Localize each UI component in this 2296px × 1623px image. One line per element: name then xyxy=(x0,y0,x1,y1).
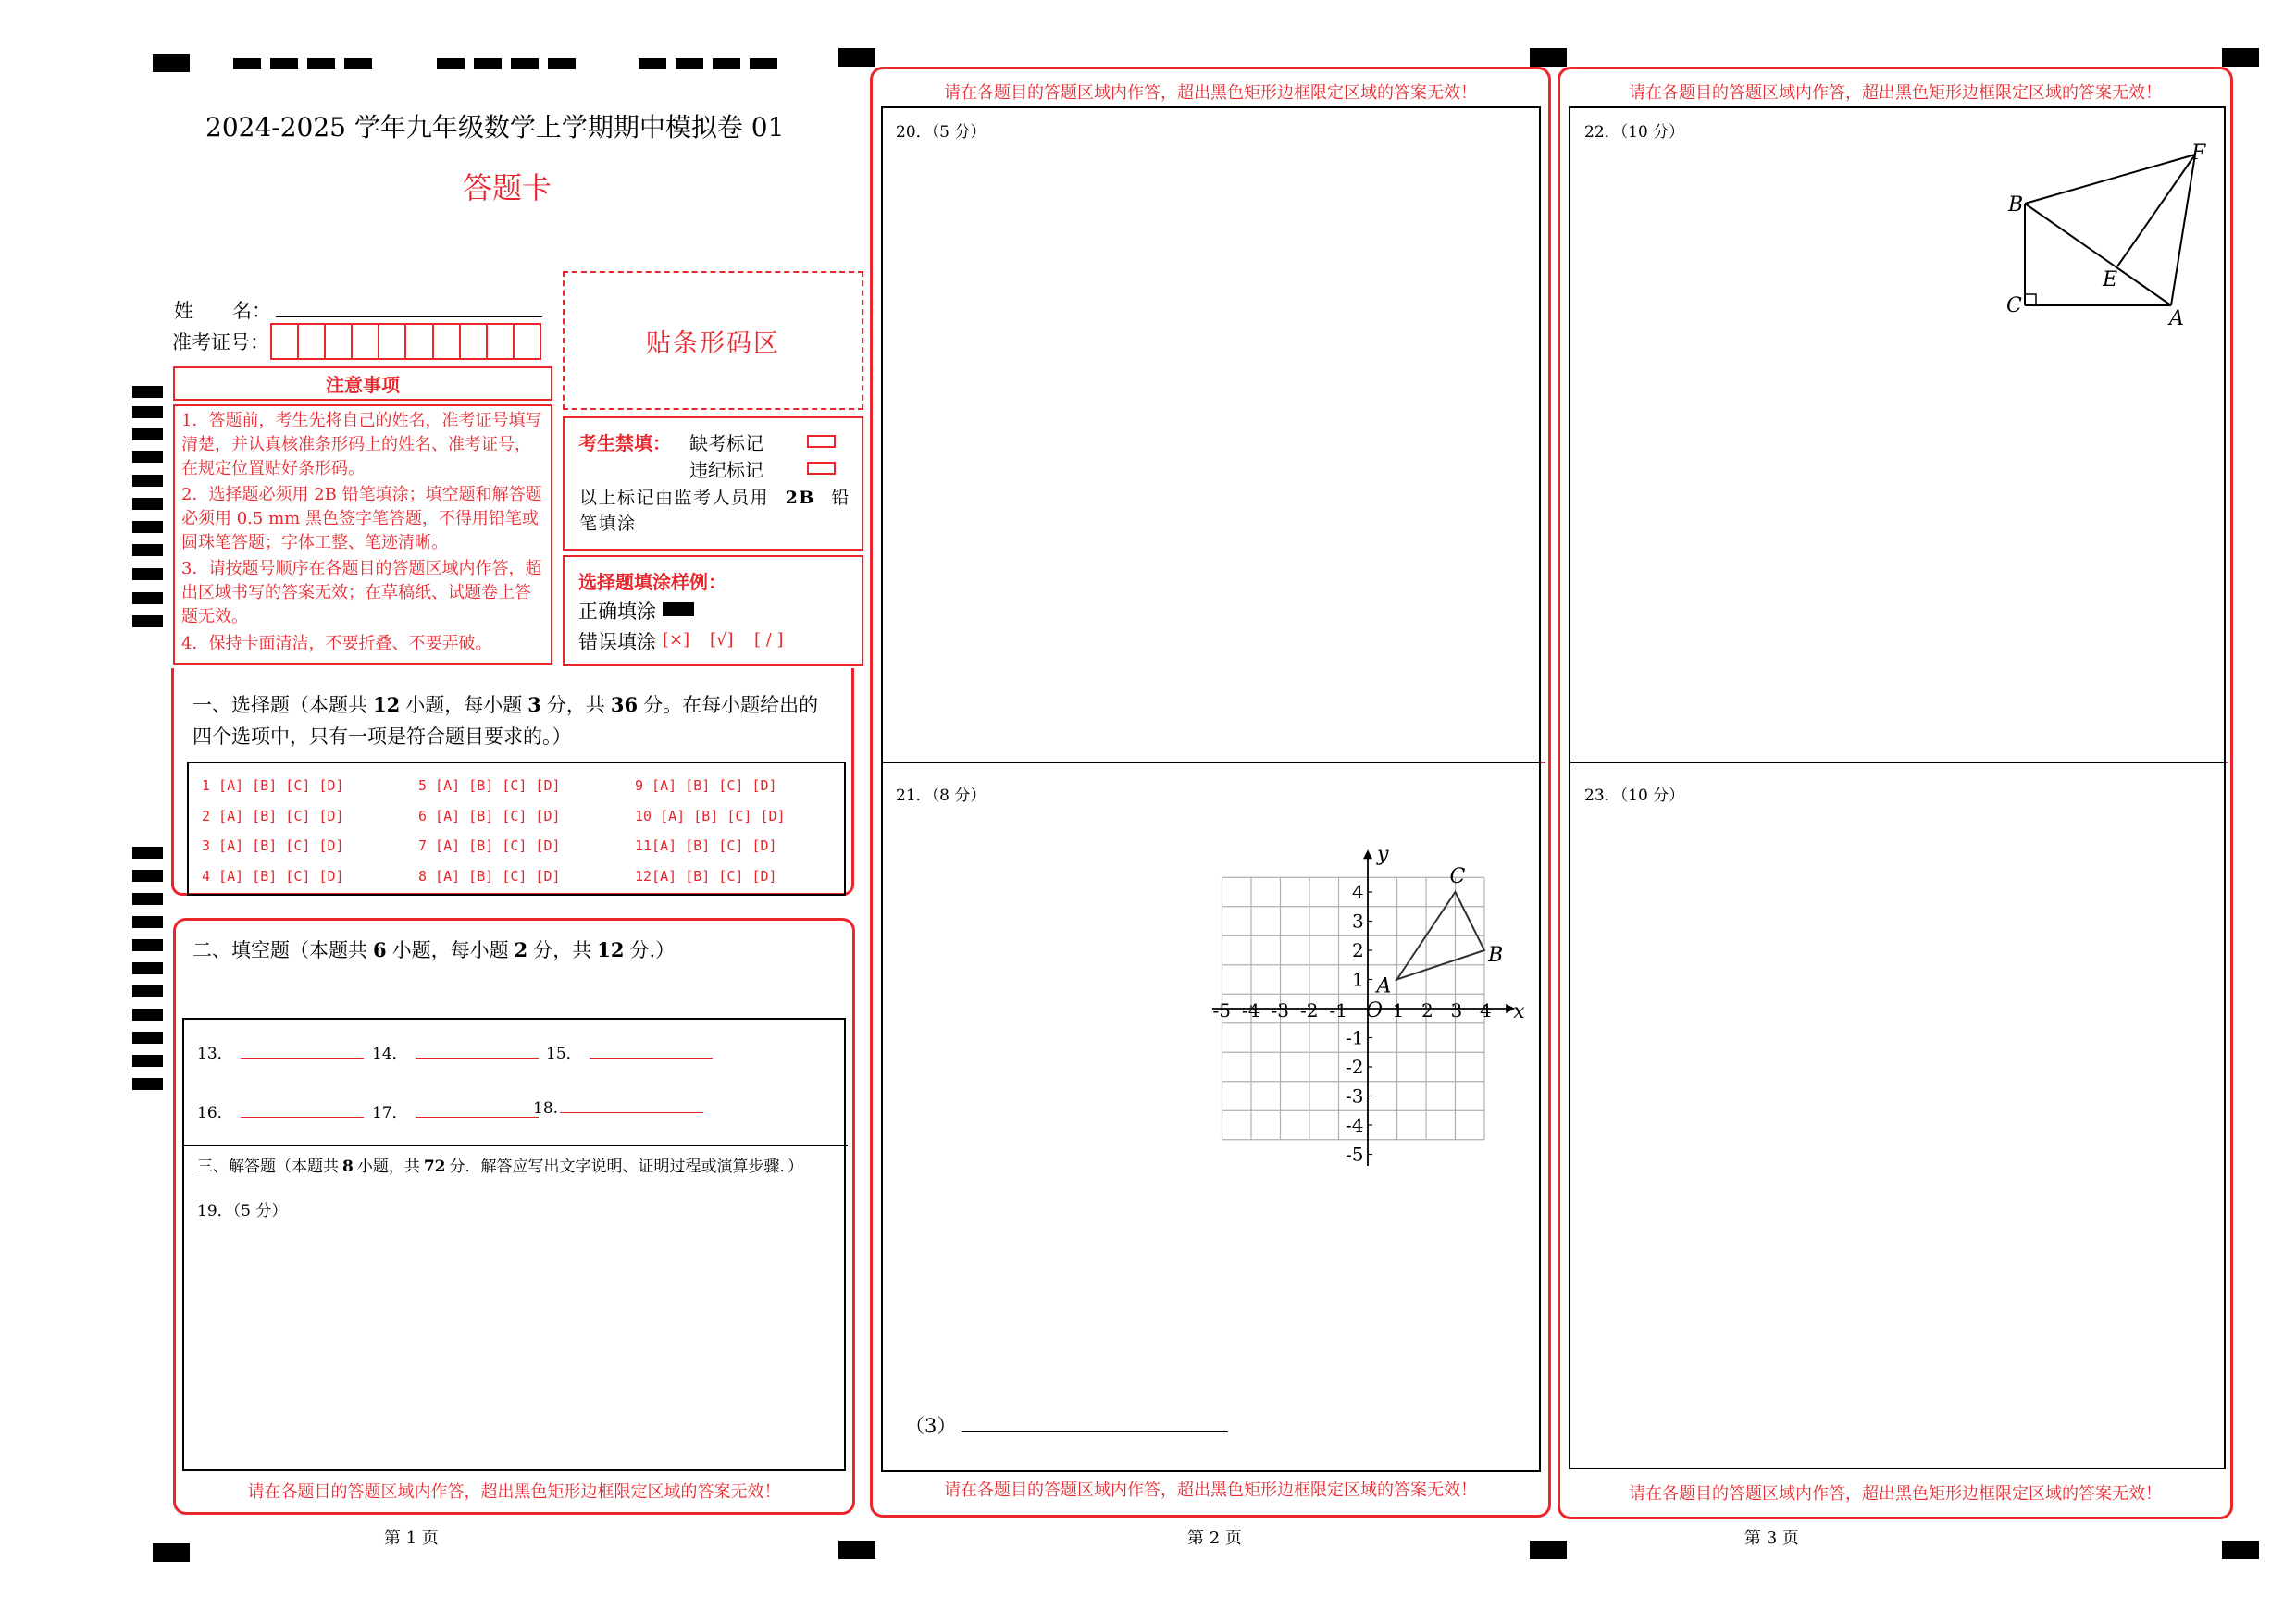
timing-mark xyxy=(2222,48,2259,67)
s1-a: 一、选择题（本题共 xyxy=(192,694,367,716)
side-mark xyxy=(132,916,163,928)
timing-mark xyxy=(838,48,875,67)
s2-e: 分，共 xyxy=(533,939,592,961)
absent-mark-box[interactable] xyxy=(807,435,836,448)
timing-mark xyxy=(713,58,740,69)
s1-b: 12 xyxy=(373,693,401,716)
blank-17-line[interactable] xyxy=(416,1117,539,1118)
timing-mark xyxy=(474,58,502,69)
choice-q10[interactable]: 10 [A] [B] [C] [D] xyxy=(635,808,786,824)
side-mark xyxy=(132,1009,163,1021)
side-mark xyxy=(132,1032,163,1044)
timing-mark xyxy=(838,1541,875,1559)
page-number-1: 第 1 页 xyxy=(384,1529,439,1548)
wrong-fill-sample-1: [×] xyxy=(663,630,690,650)
section2-heading xyxy=(192,935,675,963)
question-22-label: 22．（10 分） xyxy=(1584,123,1685,142)
geo-label-f: F xyxy=(2191,142,2206,165)
side-mark xyxy=(132,1078,163,1090)
s1-f: 36 xyxy=(610,693,639,716)
forbidden-note-line1 xyxy=(579,484,850,509)
x-tick-label: 3 xyxy=(1450,999,1463,1022)
choice-q9[interactable]: 9 [A] [B] [C] [D] xyxy=(635,777,777,794)
notice-item-1: 1．答题前，考生先将自己的姓名，准考证号填写清楚，并认真核准条形码上的姓名、准考证号，在规定位置贴好条形码。 xyxy=(181,411,542,478)
blank-17[interactable] xyxy=(372,1099,539,1122)
blank-16-line[interactable] xyxy=(241,1117,364,1118)
origin-label: O xyxy=(1366,999,1384,1022)
choice-q5[interactable]: 5 [A] [B] [C] [D] xyxy=(418,777,561,794)
side-mark xyxy=(132,893,163,905)
y-tick-label: 1 xyxy=(1352,968,1364,991)
exam-title: 2024-2025 学年九年级数学上学期期中模拟卷 01 xyxy=(205,112,785,142)
question-19-answer-area[interactable] xyxy=(185,1221,842,1467)
point-label-b: B xyxy=(1488,944,1504,967)
geo-label-c: C xyxy=(2006,294,2022,317)
blank-15-label: 15． xyxy=(546,1045,582,1063)
q21-part3-text: （3） xyxy=(905,1415,957,1437)
s2-g: 分.） xyxy=(629,939,676,961)
blank-16[interactable] xyxy=(197,1099,364,1122)
y-tick-label: 2 xyxy=(1352,939,1364,961)
timing-mark xyxy=(307,58,335,69)
coordinate-grid-figure xyxy=(1212,842,1536,1166)
blank-18-line[interactable] xyxy=(560,1112,703,1113)
side-mark xyxy=(132,386,163,398)
name-label: 姓 名： xyxy=(174,300,271,322)
timing-mark xyxy=(1530,1541,1567,1559)
blank-17-label: 17． xyxy=(372,1104,408,1122)
choice-q2[interactable]: 2 [A] [B] [C] [D] xyxy=(202,808,344,824)
timing-mark xyxy=(639,58,666,69)
s3-d: 72 xyxy=(423,1158,446,1176)
timing-mark xyxy=(750,58,777,69)
blank-14[interactable] xyxy=(372,1040,539,1063)
y-tick-label: -4 xyxy=(1346,1114,1364,1136)
side-mark xyxy=(132,451,163,463)
correct-fill-sample xyxy=(663,602,694,616)
blank-18-label: 18. xyxy=(533,1099,559,1118)
s1-c: 小题，每小题 xyxy=(405,694,523,716)
choice-q7[interactable]: 7 [A] [B] [C] [D] xyxy=(418,837,561,854)
side-mark xyxy=(132,615,163,627)
timing-mark xyxy=(511,58,539,69)
timing-mark xyxy=(233,58,261,69)
blank-18[interactable] xyxy=(533,1099,703,1118)
y-axis-arrow xyxy=(1363,849,1372,859)
blank-13-label: 13． xyxy=(197,1045,233,1063)
x-tick-label: -5 xyxy=(1212,999,1231,1022)
absent-mark-label: 缺考标记 xyxy=(689,432,763,454)
s2-f: 12 xyxy=(597,938,625,961)
notice-item-3: 3．请按题号顺序在各题目的答题区域内作答，超出区域书写的答案无效；在草稿纸、试题卷上答题无效。 xyxy=(181,559,542,626)
notice-title: 注意事项 xyxy=(326,374,400,396)
fill-example-title: 选择题填涂样例： xyxy=(578,571,726,593)
warning-page3-top: 请在各题目的答题区域内作答，超出黑色矩形边框限定区域的答案无效！ xyxy=(1629,83,2162,103)
geo-label-e: E xyxy=(2103,268,2118,291)
y-tick-label: -5 xyxy=(1346,1143,1364,1166)
s2-a: 二、填空题（本题共 xyxy=(192,939,367,961)
side-mark xyxy=(132,498,163,510)
forbidden-label: 考生禁填： xyxy=(578,432,671,454)
timing-mark xyxy=(2222,1541,2259,1559)
blank-13-line[interactable] xyxy=(241,1058,364,1059)
section3-heading xyxy=(197,1153,803,1176)
choice-q11[interactable]: 11[A] [B] [C] [D] xyxy=(635,837,777,854)
violation-mark-box[interactable] xyxy=(807,462,836,475)
choice-q3[interactable]: 3 [A] [B] [C] [D] xyxy=(202,837,344,854)
side-mark xyxy=(132,1055,163,1067)
correct-fill-label: 正确填涂 xyxy=(578,601,656,623)
wrong-fill-sample-3: [ / ] xyxy=(754,630,784,650)
side-mark xyxy=(132,962,163,974)
notice-item-4: 4．保持卡面清洁，不要折叠、不要弄破。 xyxy=(181,634,492,653)
geo-label-b: B xyxy=(2008,193,2024,217)
y-tick-label: -3 xyxy=(1346,1084,1364,1108)
wrong-fill-label: 错误填涂 xyxy=(578,631,656,653)
blank-16-label: 16． xyxy=(197,1104,233,1122)
x-tick-label: -1 xyxy=(1329,999,1347,1022)
blank-15-line[interactable] xyxy=(590,1058,713,1059)
q21-part3-line[interactable] xyxy=(962,1431,1228,1432)
blank-13[interactable] xyxy=(197,1040,364,1063)
side-mark xyxy=(132,847,163,859)
page-number-3: 第 3 页 xyxy=(1744,1529,1799,1548)
notice-title-box xyxy=(173,366,552,401)
geometry-figure xyxy=(1999,134,2221,333)
x-tick-label: -3 xyxy=(1271,999,1289,1022)
forbidden-note-c: 铅 xyxy=(831,488,850,508)
x-axis-label: x xyxy=(1513,1000,1525,1023)
choice-q1[interactable]: 1 [A] [B] [C] [D] xyxy=(202,777,344,794)
warning-page1: 请在各题目的答题区域内作答，超出黑色矩形边框限定区域的答案无效！ xyxy=(247,1482,781,1502)
side-mark xyxy=(132,475,163,487)
s3-a: 三、解答题（本题共 xyxy=(197,1158,339,1176)
blank-14-label: 14． xyxy=(372,1045,408,1063)
question-20-label: 20．（5 分） xyxy=(896,123,987,142)
forbidden-note-line2: 笔填涂 xyxy=(579,514,637,534)
section1-heading-line2: 四个选项中，只有一项是符合题目要求的。） xyxy=(192,725,572,748)
x-tick-label: -4 xyxy=(1242,999,1260,1022)
s1-e: 分，共 xyxy=(546,694,605,716)
s1-d: 3 xyxy=(527,693,541,716)
timing-mark xyxy=(548,58,576,69)
y-tick-label: 3 xyxy=(1352,910,1364,933)
notice-item-2: 2．选择题必须用 2B 铅笔填涂；填空题和解答题必须用 0.5 mm 黑色签字笔答题，不得用铅笔或圆珠笔答题；字体工整、笔迹清晰。 xyxy=(181,485,542,552)
side-mark xyxy=(132,521,163,533)
x-tick-label: 2 xyxy=(1421,999,1433,1022)
section3-divider xyxy=(182,1145,848,1146)
section1-heading-line1 xyxy=(192,690,818,718)
x-tick-label: 4 xyxy=(1480,999,1492,1022)
wrong-fill-sample-2: [√] xyxy=(710,630,734,650)
q23-answer-box[interactable] xyxy=(1569,762,2226,1469)
question-23-label: 23．（10 分） xyxy=(1584,787,1685,805)
warning-page2-top: 请在各题目的答题区域内作答，超出黑色矩形边框限定区域的答案无效！ xyxy=(944,83,1477,103)
s3-e: 分．解答应写出文字说明、证明过程或演算步骤．） xyxy=(449,1158,804,1176)
y-tick-label: -1 xyxy=(1346,1026,1364,1049)
y-axis-label: y xyxy=(1377,843,1389,867)
choice-q4[interactable]: 4 [A] [B] [C] [D] xyxy=(202,868,344,885)
warning-page3: 请在各题目的答题区域内作答，超出黑色矩形边框限定区域的答案无效！ xyxy=(1629,1484,2162,1504)
s2-b: 6 xyxy=(373,938,387,961)
choice-q12[interactable]: 12[A] [B] [C] [D] xyxy=(635,868,777,885)
name-field[interactable] xyxy=(276,316,542,317)
violation-mark-label: 违纪标记 xyxy=(689,459,763,481)
page-number-2: 第 2 页 xyxy=(1187,1529,1242,1548)
side-mark xyxy=(132,592,163,604)
side-mark xyxy=(132,985,163,997)
timing-mark xyxy=(344,58,372,69)
timing-mark xyxy=(153,54,190,72)
warning-page2: 请在各题目的答题区域内作答，超出黑色矩形边框限定区域的答案无效！ xyxy=(944,1481,1477,1500)
question-21-label: 21．（8 分） xyxy=(896,787,987,805)
timing-mark xyxy=(270,58,298,69)
timing-mark xyxy=(437,58,465,69)
y-tick-label: -2 xyxy=(1346,1056,1364,1078)
blank-15[interactable] xyxy=(546,1040,713,1063)
s2-d: 2 xyxy=(514,938,528,961)
s3-c: 小题，共 xyxy=(356,1158,420,1176)
timing-mark xyxy=(676,58,703,69)
side-mark xyxy=(132,939,163,951)
choice-q6[interactable]: 6 [A] [B] [C] [D] xyxy=(418,808,561,824)
s2-c: 小题，每小题 xyxy=(391,939,509,961)
timing-mark xyxy=(1530,48,1567,67)
barcode-area xyxy=(563,271,863,410)
forbidden-note-a: 以上标记由监考人员用 xyxy=(579,488,770,508)
question-19-label: 19．（5 分） xyxy=(197,1202,288,1220)
s1-g: 分。在每小题给出的 xyxy=(643,694,819,716)
geo-label-a: A xyxy=(2169,307,2184,330)
side-mark xyxy=(132,568,163,580)
point-label-a: A xyxy=(1376,974,1392,998)
blank-14-line[interactable] xyxy=(416,1058,539,1059)
id-label: 准考证号： xyxy=(172,331,269,353)
forbidden-note-b: 2B xyxy=(785,488,815,508)
id-number-boxes[interactable] xyxy=(270,323,541,360)
x-tick-label: 1 xyxy=(1392,999,1405,1022)
side-mark xyxy=(132,428,163,440)
y-tick-label: 4 xyxy=(1352,881,1364,903)
side-mark xyxy=(132,544,163,556)
choice-q8[interactable]: 8 [A] [B] [C] [D] xyxy=(418,868,561,885)
side-mark xyxy=(132,406,163,418)
q21-part3-label xyxy=(905,1411,1228,1439)
answer-card-title: 答题卡 xyxy=(463,170,552,205)
point-label-c: C xyxy=(1449,865,1466,888)
x-tick-label: -2 xyxy=(1300,999,1319,1022)
side-mark xyxy=(132,870,163,882)
s3-b: 8 xyxy=(342,1158,354,1176)
timing-mark xyxy=(153,1543,190,1562)
barcode-label: 贴条形码区 xyxy=(646,328,780,358)
q20-answer-box[interactable] xyxy=(881,106,1541,763)
